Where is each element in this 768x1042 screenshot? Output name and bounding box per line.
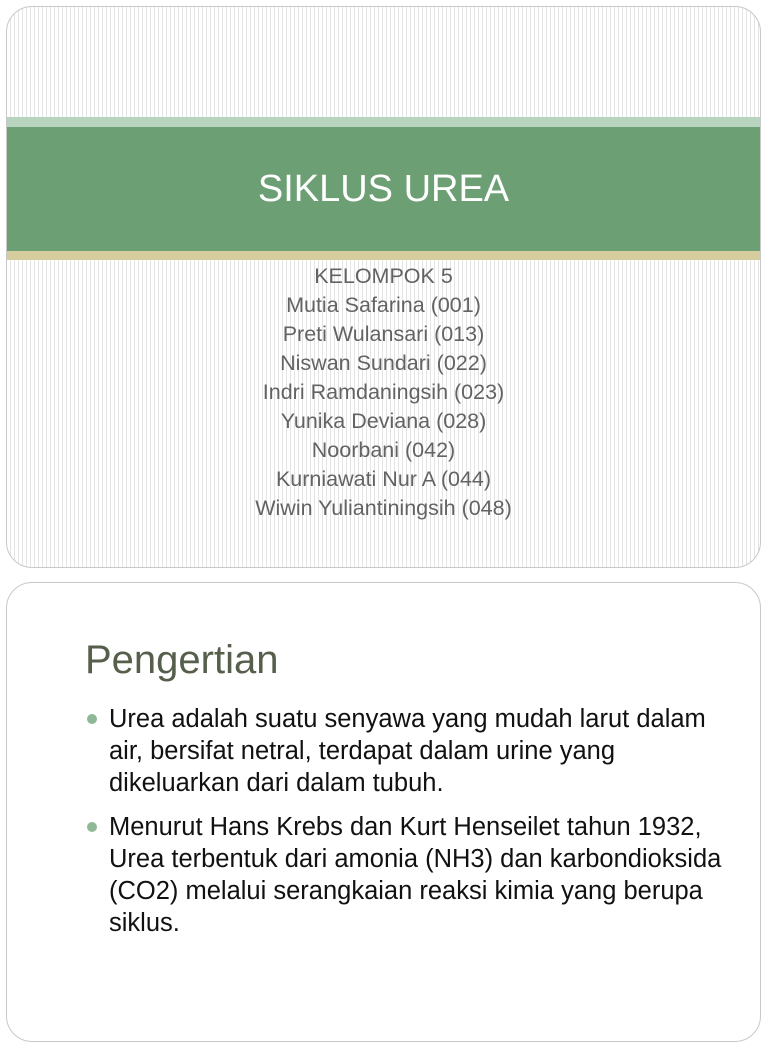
slide-heading: Pengertian	[85, 638, 279, 682]
bullet-list	[87, 703, 727, 951]
title-slide	[6, 6, 761, 568]
member-item: Indri Ramdaningsih (023)	[262, 380, 505, 404]
bullet-dot-icon	[87, 822, 97, 832]
member-list	[7, 262, 760, 523]
member-item: Kurniawati Nur A (044)	[275, 467, 492, 491]
content-slide	[6, 582, 761, 1042]
title-band	[7, 127, 760, 251]
member-item: Wiwin Yuliantiningsih (048)	[255, 496, 512, 520]
bullet-text: Urea adalah suatu senyawa yang mudah larut dalam air, bersifat netral, terdapat dalam urine yang dikeluarkan dari dalam tubuh.	[109, 705, 706, 797]
bullet-text: Menurut Hans Krebs dan Kurt Henseilet tahun 1932, Urea terbentuk dari amonia (NH3) dan karbondioksida (CO2) melalui serangkaian reaksi kimia yang berupa siklus.	[109, 813, 722, 937]
member-item: Yunika Deviana (028)	[280, 409, 487, 433]
bullet-item	[87, 703, 727, 799]
group-label: KELOMPOK 5	[314, 264, 453, 288]
member-item: Niswan Sundari (022)	[280, 351, 487, 375]
bullet-dot-icon	[87, 714, 97, 724]
accent-band-top	[7, 117, 760, 127]
member-item: Mutia Safarina (001)	[286, 293, 481, 317]
member-item: Noorbani (042)	[311, 438, 456, 462]
accent-band-bottom	[7, 251, 760, 260]
slide-title: SIKLUS UREA	[257, 168, 510, 210]
bullet-item	[87, 811, 727, 939]
member-item: Preti Wulansari (013)	[282, 322, 485, 346]
